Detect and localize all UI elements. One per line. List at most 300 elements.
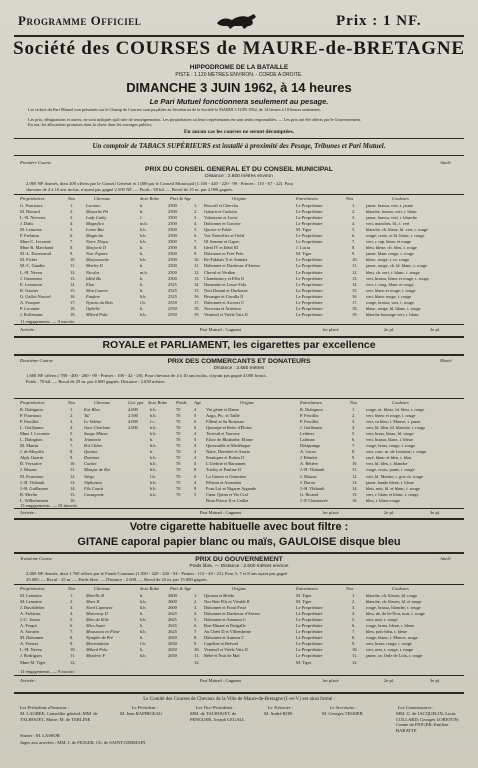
program-number: 10. [70, 257, 76, 263]
race1-colors-cell: vert, blanc rouge, t. rouge [366, 293, 412, 299]
race1-horses-cell: Luciano [86, 203, 101, 208]
program-number: 4. [70, 425, 74, 431]
race3-horses-cell: Mics Saute [86, 623, 106, 629]
program-number: 19. [352, 311, 358, 317]
race2-colors-cell: rouge, brass, rouge, t. rouge [366, 443, 416, 449]
race1-owners-cell: J. Guenneau [20, 275, 42, 281]
race2-ages-cell: 8 [194, 467, 197, 473]
program-number: 14. [194, 281, 200, 287]
race1-origins-cell: Nouveau et Artrenou [204, 305, 241, 311]
race3-sexes-cell: h.b. [140, 617, 147, 623]
race1-numbers-b [194, 203, 204, 318]
race1-trainers-cell: Le Propriétaire [296, 257, 323, 263]
program-number: 5. [352, 227, 356, 233]
race1-numbers-c [352, 203, 364, 318]
race1-colors-cell: blanc, rouge, t. ro. rouge [366, 257, 410, 263]
program-number: 7. [70, 629, 74, 635]
program-number: 16. [70, 293, 76, 299]
race1-horses-cell: Elan [86, 281, 95, 287]
race1-horses-cell: Noir Espace [86, 251, 108, 257]
race2-sexes-cell: h.b. [150, 407, 157, 412]
race3-colors-cell: rouge, blanc, t. Mauve, rouge [366, 635, 418, 641]
race3-horses-cell: Mars II [86, 599, 100, 605]
race2-owners-cell: R. Dubignon [20, 407, 43, 412]
race1-trainers-cell: Le Propriétaire [296, 269, 323, 275]
race1-label: Première Course [20, 160, 52, 165]
race1-pm-place3: 3e pl. [430, 327, 441, 332]
program-number: 12. [352, 659, 358, 665]
race2-origins-cell: Tuxley et Pauline II [206, 467, 241, 473]
race3-origins-cell: Dubonnet et Duchesse d'Anvers [204, 611, 261, 617]
race1-parts-cell: 2500 [168, 245, 177, 251]
race3-origins-cell: Dubonnet et Artaneur C [204, 617, 247, 623]
race2-pm-place3: 3e pl. [430, 510, 441, 515]
race2-origins-cell: Vin génie et Dame [206, 407, 239, 412]
race3-parts [168, 593, 190, 660]
program-number: 7. [352, 239, 356, 245]
race2-colors-cell: vert, r. blanc et blanc, t. rouge [366, 491, 419, 497]
race3-engaged: 14 engagements. — 9 inscrits [20, 669, 75, 674]
program-number: 7. [352, 443, 356, 449]
race3-header-no: Nos [68, 586, 76, 591]
program-number: 16. [352, 293, 358, 299]
race1-horses-cell: Ophélie [86, 305, 100, 311]
race3-colors-cell: bleu, de, de bi-Noir, noir, t. rouge [366, 611, 425, 617]
program-number: 6. [194, 623, 198, 629]
race1-origins-cell: Quorre et Fable [204, 227, 232, 233]
race2-sexes-cell: h.b. [150, 491, 157, 497]
race1-pm-place2: 2e pl. [384, 327, 395, 332]
race3-sexes-cell: b. [140, 611, 144, 617]
race3-origins-cell: Bon-Dinant et Parigalle [204, 623, 246, 629]
committee-vice-label: Les Vice-Présidents : [196, 705, 235, 710]
program-number: 8. [194, 635, 198, 641]
race3-pm-place1: 1er placé [322, 678, 339, 683]
race1-header-no2: Nos [346, 196, 354, 201]
race1-horses-cell: Marjorie II [86, 245, 106, 251]
race3-trainers-cell: Le Propriétaire [296, 647, 323, 653]
race1-colors-cell: rouge, brassa, vert, t. rouge [366, 299, 414, 305]
race3-pm-place2: 2e pl. [384, 678, 395, 683]
race2-colors-cell: rouge, nt. bleue, bl. bleu, t. rouge [366, 407, 425, 412]
program-number: 9. [70, 455, 74, 461]
race1-sexes-cell: b. [140, 275, 144, 281]
race1-title: PRIX DU CONSEIL GENERAL ET DU CONSEIL MUNICIPAL [145, 166, 333, 173]
program-number: 10. [352, 647, 358, 653]
notice-text-4: En aucun cas les courses ne seront décomptées. [183, 129, 295, 135]
race1-owners-cell: Mme C. Lecomte [20, 239, 51, 245]
program-number: 4. [194, 221, 198, 227]
race3-pm-winner: Pari Mutuel : Gagnant [200, 678, 241, 683]
committee-president-label: Le Président : [132, 705, 159, 710]
race1-owners-cell: J. Dalis [20, 221, 34, 227]
race1-parts-cell: 2500 [168, 227, 177, 233]
race1-horses-cell: Magnifico [86, 221, 105, 227]
race3-colors-cell: rouge, brass, bleue, t. bleue [366, 623, 415, 629]
program-number: 5. [70, 227, 74, 233]
race3-horses-cell: Mystèrie F [86, 653, 106, 659]
race3-owners-cell: J. Rodrigues [20, 653, 42, 659]
race3-horses-cell: Marvandoise [86, 641, 110, 647]
race3-conditions-1: 2.000 NF donnés, dont 1.760 offerts par le Fonds Commun (1.050 - 420 - 220 - 94 - Primes : 112 - 43 - 21). Pour 5, 7 et 8 ans ayant pas gagné [26, 571, 288, 576]
race2-sexes-cell: b.b. [150, 467, 157, 473]
race2-ages-cell: 5 [194, 461, 197, 467]
race2-horses-cell: Gaie Charlotte [84, 425, 111, 431]
race1-horses-cell: Nyavia du Bois [86, 299, 113, 305]
program-number: 1. [70, 593, 74, 598]
race3-colors-cell: vert, brass, rouge, t. rouge [366, 641, 412, 647]
race3-header-owner: Propriétaires [20, 586, 45, 591]
race2-ages-cell: 5 [194, 437, 197, 443]
race2-trainers-cell: A. Lucas [300, 449, 316, 455]
race1-header-horse: Chevaux [94, 196, 111, 201]
program-number: 8. [352, 449, 356, 455]
race1-header-colors: Couleurs [392, 196, 409, 201]
race1-pm-place1: 1er placé [322, 327, 339, 332]
race1-parts-cell: 2500 [168, 257, 177, 263]
program-number: 12. [352, 473, 358, 479]
race3-trainers-cell: M. Tiger [296, 599, 312, 605]
race2-label: Deuxième Course [20, 358, 53, 363]
race2-numbers-b [352, 407, 364, 504]
program-number: 6. [70, 437, 74, 443]
race1-header-sex: Sexe Robe [140, 196, 160, 201]
race3-origins-cell: Bébé et Nuit de Mai [204, 653, 240, 659]
race2-owners-cell: R. Merlin [20, 491, 38, 497]
race2-header-no: Nos [68, 400, 76, 405]
program-number: 14. [352, 281, 358, 287]
race2-ages-cell: 5 [194, 491, 197, 497]
race1-conditions-1: 2.000 NF donnés, dont 200 offerts par le Conseil Général et 1.000 par le Conseil Municipal (1.100 - 420 - 220 - 98 - Primes : 110 - 67 - 22). Pour [26, 181, 294, 186]
race3-owners-cell: M. Lemaitre [20, 593, 42, 598]
race2-ages-cell: 9 [194, 485, 197, 491]
race2-conditions-2: Poids : 70 kil. — Recul de 25 m. par 4.000 gagnés. Distance : 2.650 mètres. [26, 379, 166, 384]
race2-weights-cell: 70 [176, 491, 181, 497]
race2-origins-cell: La Guerre et Ornestine [206, 473, 247, 479]
race3-trainers-cell: Le Propriétaire [296, 635, 323, 641]
race2-horses-cell: Dominet [84, 455, 100, 461]
race2-trainers-cell: A. Bétière [300, 461, 319, 467]
race1-sexes-cell: h. [140, 281, 144, 287]
piste-label: PISTE : 1.120 METRES ENVIRON. - CORDE A DROITE. [175, 72, 303, 78]
race1-trainers-cell: Le Propriétaire [296, 263, 323, 269]
race1-horses-cell: Marley II [86, 263, 103, 269]
race2-owners-cell: Mme J. Lecomte [20, 431, 50, 437]
program-number: 1. [352, 407, 356, 412]
program-number: 9. [70, 251, 74, 257]
race2-trainers-cell: J. Maizac [300, 473, 317, 479]
race3-owners-cell: A. Frusset [20, 641, 39, 647]
race3-owners-cell: Mme M. Tiger [20, 659, 46, 665]
race2-horses-cell: Roi Chêne [84, 443, 103, 449]
race3-trainers-cell: Le Propriétaire [296, 629, 323, 635]
race1-subtitle: Distance : 2.600 mètres environ [205, 174, 273, 179]
program-number: 13. [194, 275, 200, 281]
program-number: 3. [352, 605, 356, 611]
race1-horses-cell: Mousche Pd [86, 209, 108, 215]
race1-trainers-cell: Le Propriétaire [296, 203, 323, 208]
race2-trainers-cell: Delagrange [300, 443, 321, 449]
committee-commissioners-names: MM. G. de JACQUELIN; Louis COLLARD; Georges LORETON; Comte de FIOGER; Emilien BARATTE [396, 711, 460, 733]
race2-weights-cell: 70 [176, 449, 181, 455]
race3-parts-cell: 2625 [168, 623, 177, 629]
race1-parts-cell: 2525 [168, 281, 177, 287]
race1-owners-cell: P. Lecomte [20, 305, 40, 311]
program-number: 3. [70, 605, 74, 611]
race2-gains-cell: 2.000 [128, 425, 138, 431]
race1-colors-cell: vert, manches, bl., t. vert [366, 221, 410, 227]
race3-colors-cell: jaune, ca. Oule de Lola, t. rouge [366, 653, 423, 659]
race3-trainers-cell: Le Propriétaire [296, 617, 323, 623]
race3-horses-cell: Mireille B [86, 593, 104, 598]
race2-numbers [70, 407, 84, 504]
program-number: 9. [352, 251, 356, 257]
race1-origins-cell: Re-Fakkais X et Antinéa [204, 257, 248, 263]
race3-origins-cell: Capeline et Brévrel [204, 641, 239, 647]
race2-weights-cell: 70 [176, 485, 181, 491]
race3-title: PRIX DU GOUVERNEMENT [195, 556, 283, 563]
race1-colors-cell: jaune, brassa, vert, t. blanche [366, 215, 417, 221]
race2-horses-cell: Ear Bleu [84, 407, 100, 412]
race3-type: Attelé [440, 556, 451, 561]
race2-ages-cell: 6 [194, 425, 197, 431]
race3-origins-cell: Verneuil et Vieila Vaix II [204, 647, 248, 653]
notice-text-3: En sus, les allocations promises dans la chose dans les ouvrages publics. [28, 122, 153, 127]
horse-logo-icon [214, 9, 260, 31]
program-number: 2. [194, 209, 198, 215]
race2-origins-cell: Elixir de Rhubarbe, Eliane [206, 437, 253, 443]
race1-horses-cell: Magnolia [86, 233, 104, 239]
race1-sexes-cell: b. [140, 251, 144, 257]
race1-origins-cell: Dubonnet et Fréz Fréz [204, 251, 244, 257]
race1-owners-cell: G. Pourriaux [20, 203, 43, 208]
race2-ages-cell: 4 [194, 431, 197, 437]
race3-owners-cell: L.-H. Neveu [20, 647, 43, 653]
program-number: 1. [352, 203, 356, 208]
race2-horses-cell: Cuchet [84, 461, 97, 467]
program-number: 11. [352, 263, 358, 269]
program-number: 13. [70, 275, 76, 281]
race2-pm-place2: 2e pl. [384, 510, 395, 515]
race1-parts-cell: 2500 [168, 263, 177, 269]
race1-colors [366, 203, 464, 318]
race3-horses-cell: Milord Pola [86, 647, 108, 653]
race2-origins-cell: Tecteuil et Vauvery [206, 431, 240, 437]
race3-colors [366, 593, 464, 660]
race2-gains [128, 407, 146, 431]
race2-owners [20, 407, 66, 504]
program-number: 10. [70, 647, 76, 653]
committee-honor-label: Les Présidents d'honneur : [20, 705, 70, 710]
program-number: 5. [194, 227, 198, 233]
race3-header-origin: Origine [232, 586, 247, 591]
program-number: 1. [194, 203, 198, 208]
program-number: 14. [70, 281, 76, 287]
race3-colors-cell: vert, noir, t. rouge [366, 617, 398, 623]
race3-sexes-cell: f.b. [140, 641, 146, 647]
program-number: 2. [70, 413, 74, 419]
race2-sexes-cell: b.b. [150, 455, 157, 461]
race2-owners-cell: J. de Moyrifo [20, 449, 44, 455]
race1-header-trainer: Entraîneurs [296, 196, 318, 201]
program-number: 1. [70, 203, 74, 208]
starter-line: Starter : M. LASSOR [20, 733, 60, 738]
race1-origins [204, 203, 294, 318]
race1-trainers-cell: Le Propriétaire [296, 209, 323, 215]
race3-colors-cell: rouge, brassa, blanche, t. rouge [366, 605, 421, 611]
program-number: 9. [194, 251, 198, 257]
program-number: 3. [194, 215, 198, 221]
race1-trainers-cell: Le Propriétaire [296, 281, 323, 287]
race3-trainers-cell: M. Tiger [296, 593, 312, 598]
race3-origins [204, 593, 294, 660]
race2-trainers-cell: Lethiers [300, 431, 315, 437]
race2-trainers-cell: J. Guillaume [300, 425, 323, 431]
race3-origins-cell: Dubonnet et Antinea C [204, 635, 245, 641]
race2-trainers-cell: P. Ferrillot [300, 419, 319, 425]
race3-horses-cell: Marcenay II [86, 611, 108, 617]
race2-origins-cell: L'Urebrie et Bartonnet [206, 461, 246, 467]
race3-parts-cell: 2650 [168, 653, 177, 659]
race2-gains-cell: 4.000 [128, 419, 138, 425]
race2-colors-cell: rayé, blanc et bleu, t. bleu [366, 455, 412, 461]
race3-sexes-cell: b.b. [140, 629, 147, 635]
race2-gains-cell: 4.000 [128, 407, 138, 412]
price-label: Prix : 1 NF. [336, 13, 422, 29]
race2-weights-cell: 70 [176, 431, 181, 437]
program-number: 18. [352, 305, 358, 311]
race1-colors-cell: vert, brassa, blanc et rouge, t. rouge [366, 275, 429, 281]
race3-sexes-cell: b. [140, 623, 144, 629]
program-number: 15. [70, 287, 76, 293]
race2-weights-cell: 70 [176, 461, 181, 467]
race1-sexes-cell: m.b. [140, 221, 148, 227]
race1-trainers-cell: Le Propriétaire [296, 293, 323, 299]
race-date: DIMANCHE 3 JUIN 1962, à 14 heures [126, 80, 352, 95]
program-number: 3. [194, 605, 198, 611]
race3-owners-cell: J.-C. Jouan [20, 617, 40, 623]
race3-trainers-cell: Le Propriétaire [296, 623, 323, 629]
race3-colors-cell: bleu, pois-bleu, t. bleue [366, 629, 408, 635]
race2-weights [176, 407, 190, 498]
race1-owners-cell: M.-C. Gaudin [20, 263, 45, 269]
hippodrome-label: HIPPODROME DE LA BATAILLE [189, 64, 289, 71]
race1-horses-cell: Lorne Bar [86, 227, 105, 233]
race3-parts-cell: 2650 [168, 635, 177, 641]
race3-header-part: Part & Age [170, 586, 192, 591]
race1-sexes-cell: f. [140, 215, 143, 221]
race1-arrival-label: Arrivée : [20, 327, 37, 332]
race2-owners-cell: J.-H. Thibault [20, 479, 45, 485]
program-number: 11. [70, 653, 76, 659]
race2-colors-cell: bleu, noir, bl. et blanc, t. rouge [366, 485, 420, 491]
race2-colors-cell: bleu, t. blanc-rouge [366, 497, 401, 503]
tabac-notice: Un comptoir de TABACS SUPÉRIEURS est installé à proximité des Pesage, Tribunes et Pari Mutuel. [92, 142, 386, 150]
program-number: 11. [70, 263, 76, 269]
program-number: 10. [70, 461, 76, 467]
race2-sexes-cell: f.b. [150, 473, 156, 479]
race2-horses-cell: Jeannette [84, 437, 101, 443]
program-number: 8. [352, 635, 356, 641]
race2-colors-cell: vert, cour. m. de Lorraine, t. rouge [366, 449, 427, 455]
race3-subtitle: Poids libre. — Distance : 2.600 mètres environ [189, 564, 289, 569]
program-number: 5. [352, 431, 356, 437]
race1-horses [86, 203, 138, 318]
race2-owners-cell: P. Pourriaux [20, 413, 42, 419]
race1-sexes-cell: f.b. [140, 299, 146, 305]
race3-trainers-cell: Le Propriétaire [296, 605, 323, 611]
race3-parts-cell: 2600 [168, 605, 177, 611]
race2-arrival-label: Arrivée : [20, 510, 37, 515]
race1-sexes-cell: m.b. [140, 269, 148, 275]
program-number: 1. [194, 593, 198, 598]
program-number: 10. [194, 647, 200, 653]
race2-origins-cell: Beau Prince II et Caillat [206, 497, 249, 503]
program-number: 8. [70, 449, 74, 455]
race1-colors-cell: jaune, brassa, vert, t. jaune [366, 203, 413, 208]
program-number: 6. [352, 623, 356, 629]
race2-colors-cell: vert, bl. Marine, t. gris ch. rouge [366, 473, 423, 479]
program-number: 4. [352, 221, 356, 227]
race3-numbers-c [352, 593, 364, 666]
race3-trainers [296, 593, 348, 666]
race2-colors-cell: vert, brassa, blanc, t. bleue [366, 437, 413, 443]
race3-horses-cell: Nord Capineur [86, 605, 113, 611]
race3-horses [86, 593, 138, 660]
race2-header-weight: Poids [176, 400, 187, 405]
race2-horses-cell: Tal [84, 413, 90, 419]
race1-sexes-cell: b. [140, 305, 144, 311]
race3-colors-cell: vert, noir, t. rouge, t. rouge [366, 647, 414, 653]
race1-trainers-cell: Le Propriétaire [296, 287, 323, 293]
program-number: 4. [194, 611, 198, 617]
program-number: 8. [352, 245, 356, 251]
race1-trainers [296, 203, 348, 318]
race1-parts-cell: 2500 [168, 209, 177, 215]
program-number: 18. [70, 305, 76, 311]
race2-sexes-cell: h.b. [150, 425, 157, 431]
program-number: 9. [70, 641, 74, 647]
race2-sexes-cell: h.b. [150, 431, 157, 437]
race2-trainers-cell: J. Bénézit [300, 455, 318, 461]
race1-parts-cell: 2500 [168, 221, 177, 227]
race3-horses-cell: Mies de Rôle [86, 617, 109, 623]
race2-owners-cell: P. Ferrillot [20, 419, 39, 425]
race1-colors-cell: vert, r. rap. blanc et rouge [366, 239, 412, 245]
program-number: 7. [352, 629, 356, 635]
race2-trainers-cell: J. Durou [300, 479, 316, 485]
program-number: 2. [70, 209, 74, 215]
race2-sexes-cell: h.b. [150, 461, 157, 467]
race3-trainers-cell: Le Propriétaire [296, 641, 323, 647]
race1-parts-cell: 2500 [168, 215, 177, 221]
race2-ages-cell: 6 [194, 419, 197, 425]
race2-origins-cell: Stratiquer et Bohea II [206, 455, 244, 461]
race2-ages-cell: 4 [194, 449, 197, 455]
program-number: 13. [352, 479, 358, 485]
race1-engaged: 11 engagements. — 9 inscrits [20, 319, 75, 324]
race3-numbers [70, 593, 84, 666]
program-number: 17. [70, 299, 76, 305]
race2-owners-cell: L. Dubignon [20, 437, 43, 443]
race1-owners-cell: P. Frelatias [20, 233, 40, 239]
race1-parts-cell: 2500 [168, 233, 177, 239]
race1-sexes-cell: b. [140, 263, 144, 269]
race2-pm-place1: 1er placé [322, 510, 339, 515]
race1-sexes-cell: b. [140, 203, 144, 208]
race2-header-gains: Gai. ppc [128, 400, 144, 405]
race3-sexes-cell: h.b. [140, 653, 147, 659]
